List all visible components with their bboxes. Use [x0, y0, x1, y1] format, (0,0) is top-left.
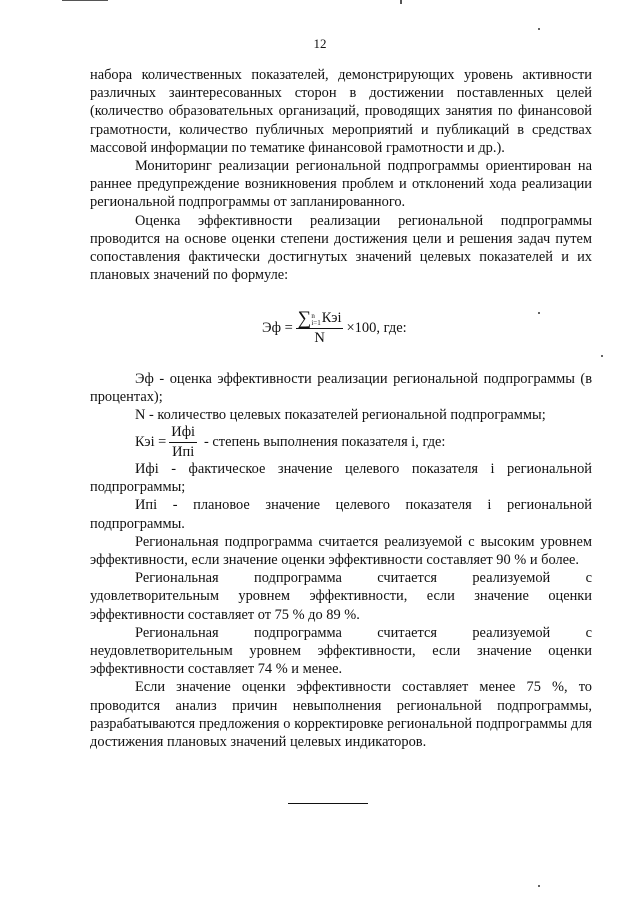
numerator-term: Кэi [321, 309, 342, 326]
scan-edge-mark [400, 0, 402, 4]
formula-tail: ×100, где: [346, 319, 407, 336]
formula-numerator [296, 307, 344, 329]
scan-speck [538, 28, 540, 30]
end-divider [288, 803, 368, 804]
paragraph: N - количество целевых показателей региональной подпрограммы; [135, 407, 546, 424]
sum-upper-limit: n [311, 311, 315, 320]
efficiency-formula [262, 306, 407, 350]
sum-limits [311, 313, 320, 327]
text-block-definitions [90, 370, 592, 425]
paragraph: Ипi - плановое значение целевого показателя i региональной подпрограммы. [90, 497, 592, 532]
paragraph: Если значение оценки эффективности составляет менее 75 %, то проводится анализ причин невыполнения региональной подпрограммы, разрабатываются предложения о корректировке региональной подпрограммы для достижения плановых значений целевых индикаторов. [90, 679, 592, 751]
scan-speck [538, 312, 540, 314]
paragraph: Ифi - фактическое значение целевого показателя i региональной подпрограммы; [90, 461, 592, 496]
paragraph: набора количественных показателей, демонстрирующих уровень активности различных заинтересованных сторон в достижении поставленных целей (количество образовательных организаций, проводящих занятия по финансовой грамотности, количество публичных мероприятий и публикаций в средствах массовой информации по тематике финансовой грамотности и др.). [90, 67, 592, 156]
scan-edge-mark [62, 0, 108, 1]
formula-denominator: Ипi [172, 443, 195, 460]
indicator-formula [135, 424, 445, 460]
formula-fraction [169, 424, 197, 461]
sum-lower-limit: i=1 [311, 318, 321, 327]
formula-denominator: N [314, 329, 325, 346]
text-block-bottom [90, 460, 592, 751]
paragraph: Региональная подпрограмма считается реализуемой с удовлетворительным уровнем эффективности, если значение оценки эффективности составляет от 75 % до 89 %. [90, 570, 592, 623]
formula-tail: - степень выполнения показателя i, где: [204, 433, 446, 450]
paragraph: Региональная подпрограмма считается реализуемой с высоким уровнем эффективности, если значение оценки эффективности составляет 90 % и более. [90, 533, 592, 569]
paragraph: Оценка эффективности реализации региональной подпрограммы проводится на основе оценки степени достижения цели и решения задач путем сопоставления фактически достигнутых значений целевых показателей и их плановых значений по формуле: [90, 212, 592, 284]
formula-lhs: Эф = [262, 319, 293, 336]
paragraph: Мониторинг реализации региональной подпрограммы ориентирован на раннее предупреждение возникновения проблем и отклонений хода реализации региональной подпрограммы от запланированного. [90, 158, 592, 211]
paragraph: Региональная подпрограмма считается реализуемой с неудовлетворительным уровнем эффективности, если значение оценки эффективности составляет 74 % и менее. [90, 624, 592, 678]
text-block-top [90, 66, 592, 284]
page-number: 12 [313, 36, 327, 51]
paragraph: Эф - оценка эффективности реализации региональной подпрограммы (в процентах); [90, 371, 592, 406]
formula-numerator: Ифi [169, 424, 197, 443]
scan-speck [601, 355, 603, 357]
formula-lhs: Кэi = [135, 433, 167, 450]
scan-speck [538, 885, 540, 887]
sigma-symbol: ∑ [297, 307, 312, 329]
formula-fraction [296, 307, 344, 347]
